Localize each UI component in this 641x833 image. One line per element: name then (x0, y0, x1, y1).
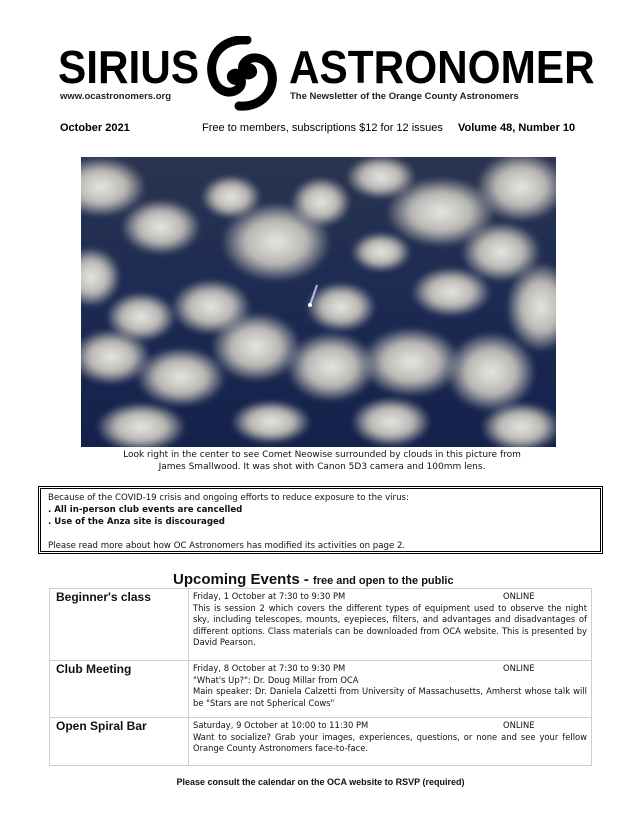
table-row (50, 589, 592, 661)
event-description: "What's Up?": Dr. Doug Millar from OCA (193, 674, 359, 685)
event-mode: ONLINE (503, 720, 535, 730)
newsletter-tagline: The Newsletter of the Orange County Astronomers (290, 91, 519, 102)
table-row (50, 661, 592, 718)
notice-item: . All in-person club events are cancelled (48, 505, 243, 515)
event-name: Open Spiral Bar (50, 718, 189, 766)
events-heading (173, 571, 454, 588)
event-when: Friday, 1 October at 7:30 to 9:30 PM (193, 591, 346, 601)
event-details (189, 661, 592, 718)
event-when: Saturday, 9 October at 10:00 to 11:30 PM (193, 720, 369, 730)
rsvp-note: Please consult the calendar on the OCA website to RSVP (required) (176, 777, 465, 787)
table-row (50, 718, 592, 766)
masthead-title-right: ASTRONOMER (289, 41, 595, 93)
covid-notice-box (38, 486, 603, 554)
notice-intro: Because of the COVID-19 crisis and ongoing efforts to reduce exposure to the virus: (48, 493, 409, 503)
event-description: Want to socialize? Grab your images, experiences, questions, or none and see your fellow Orange County Astronomers face-to-face. (193, 731, 587, 753)
notice-item: . Use of the Anza site is discouraged (48, 517, 225, 527)
event-details (189, 589, 592, 661)
comet-neowise-photo (81, 157, 556, 447)
photo-caption: Look right in the center to see Comet Neowise surrounded by clouds in this picture from James Smallwood. It was shot with Canon 5D3 camera and 100mm lens. (123, 450, 521, 472)
event-details (189, 718, 592, 766)
events-subtitle: free and open to the public (313, 575, 454, 587)
event-when: Friday, 8 October at 7:30 to 9:30 PM (193, 663, 346, 673)
event-description: Main speaker: Dr. Daniela Calzetti from University of Massachusetts, Amherst whose talk will be "Stars are not Spherical Cows" (193, 686, 587, 708)
masthead-title-left: SIRIUS (58, 41, 200, 93)
event-name: Club Meeting (50, 661, 189, 718)
events-title: Upcoming Events - (173, 571, 314, 588)
notice-more: Please read more about how OC Astronomers has modified its activities on page 2. (48, 541, 406, 551)
subscription-pricing: Free to members, subscriptions $12 for 12 issues (202, 122, 443, 134)
website-url[interactable]: www.ocastronomers.org (60, 91, 172, 102)
event-mode: ONLINE (503, 591, 535, 601)
event-description: This is session 2 which covers the different types of equipment used to observe the night sky, including telescopes, mounts, eyepieces, filters, and advantages and disadvantages of different options. Class materials can be downloaded from OCA website. This is presented by David Pearson. (193, 602, 587, 647)
issue-date: October 2021 (60, 122, 130, 134)
events-table (49, 588, 592, 766)
event-name: Beginner's class (50, 589, 189, 661)
issue-volume: Volume 48, Number 10 (458, 122, 576, 134)
event-mode: ONLINE (503, 663, 535, 673)
galaxy-logo-icon (203, 36, 281, 112)
